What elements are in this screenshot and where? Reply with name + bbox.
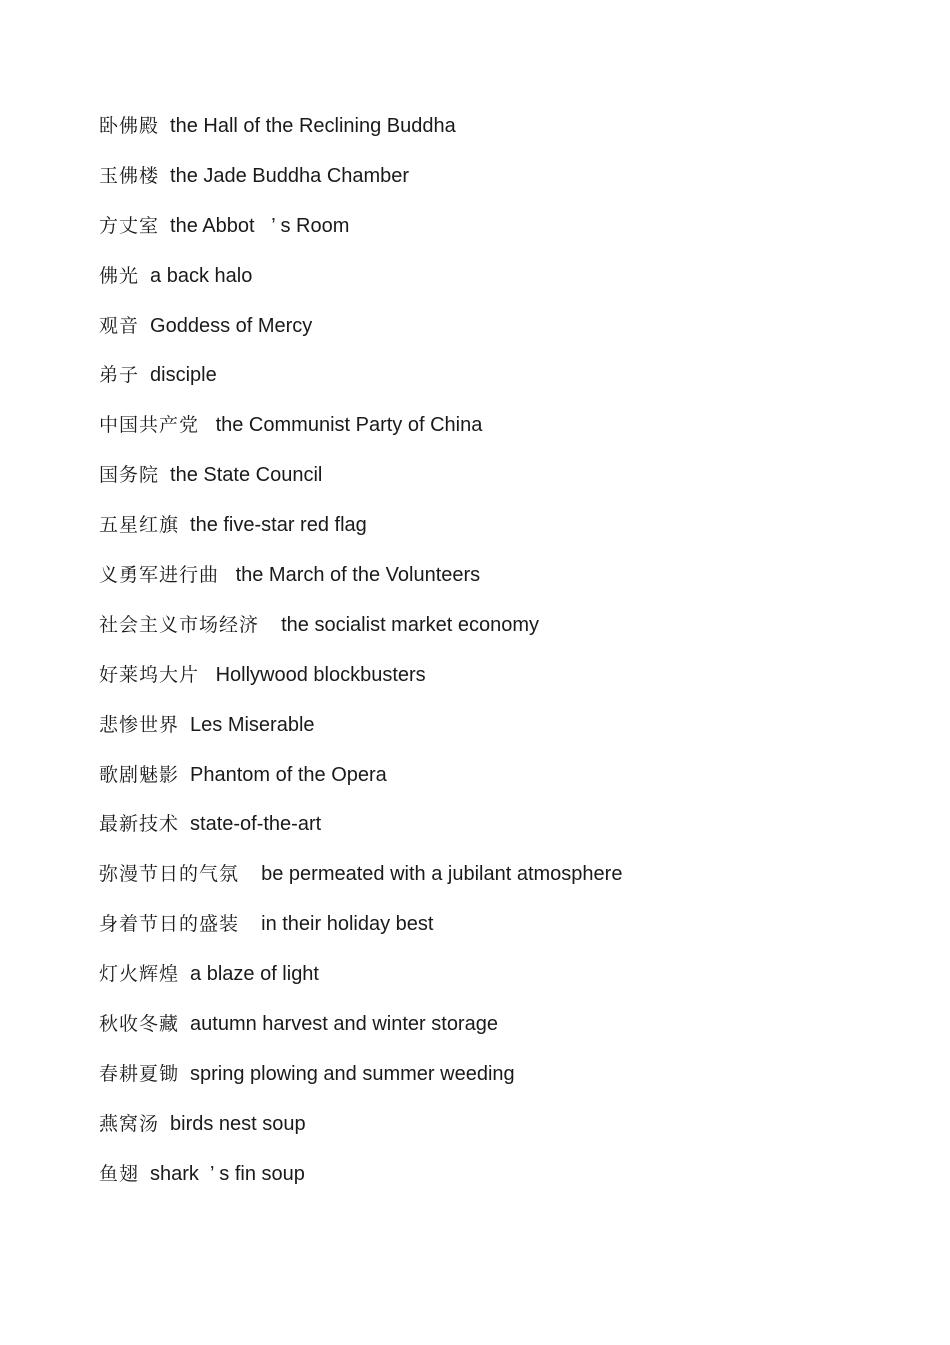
chinese-term: 秋收冬藏 bbox=[99, 1013, 180, 1036]
chinese-term: 义勇军进行曲 bbox=[99, 564, 220, 587]
english-translation: in their holiday best bbox=[250, 913, 434, 936]
glossary-entry bbox=[99, 561, 622, 611]
english-translation: the State Council bbox=[170, 464, 323, 487]
chinese-term: 五星红旗 bbox=[99, 514, 180, 537]
chinese-term: 社会主义市场经济 bbox=[99, 613, 260, 636]
glossary-entry bbox=[99, 611, 622, 661]
chinese-term: 佛光 bbox=[99, 264, 140, 287]
glossary-entry bbox=[99, 212, 622, 262]
chinese-term: 观音 bbox=[99, 314, 140, 337]
glossary-entry bbox=[99, 960, 622, 1010]
glossary-entry bbox=[99, 661, 622, 711]
chinese-term: 好莱坞大片 bbox=[99, 663, 200, 686]
english-translation: shark ’ s fin soup bbox=[150, 1162, 305, 1185]
chinese-term: 春耕夏锄 bbox=[99, 1062, 180, 1085]
glossary-entry bbox=[99, 860, 622, 910]
glossary-entry bbox=[99, 910, 622, 960]
glossary-entry bbox=[99, 761, 622, 811]
glossary-entry bbox=[99, 1010, 622, 1060]
chinese-term: 灯火辉煌 bbox=[99, 963, 180, 986]
glossary-list bbox=[99, 112, 622, 1210]
glossary-entry bbox=[99, 162, 622, 212]
glossary-entry bbox=[99, 1060, 622, 1110]
glossary-entry bbox=[99, 312, 622, 362]
english-translation: Hollywood blockbusters bbox=[210, 663, 426, 686]
chinese-term: 鱼翅 bbox=[99, 1162, 140, 1185]
english-translation: state-of-the-art bbox=[190, 813, 322, 836]
glossary-entry bbox=[99, 711, 622, 761]
chinese-term: 国务院 bbox=[99, 464, 160, 487]
english-translation: the March of the Volunteers bbox=[230, 564, 481, 587]
english-translation: a blaze of light bbox=[190, 963, 319, 986]
chinese-term: 玉佛楼 bbox=[99, 164, 160, 187]
chinese-term: 弥漫节日的气氛 bbox=[99, 863, 240, 886]
english-translation: the five-star red flag bbox=[190, 514, 367, 537]
english-translation: the Communist Party of China bbox=[210, 414, 483, 437]
glossary-entry bbox=[99, 1160, 622, 1210]
chinese-term: 悲惨世界 bbox=[99, 713, 180, 736]
english-translation: disciple bbox=[150, 364, 217, 387]
chinese-term: 方丈室 bbox=[99, 214, 160, 237]
english-translation: be permeated with a jubilant atmosphere bbox=[250, 863, 623, 886]
english-translation: Phantom of the Opera bbox=[190, 763, 387, 786]
english-translation: a back halo bbox=[150, 264, 253, 287]
glossary-entry bbox=[99, 810, 622, 860]
chinese-term: 歌剧魅影 bbox=[99, 763, 180, 786]
chinese-term: 最新技术 bbox=[99, 813, 180, 836]
glossary-entry bbox=[99, 112, 622, 162]
english-translation: birds nest soup bbox=[170, 1112, 306, 1135]
english-translation: the Jade Buddha Chamber bbox=[170, 164, 410, 187]
glossary-entry bbox=[99, 361, 622, 411]
english-translation: Les Miserable bbox=[190, 713, 315, 736]
chinese-term: 弟子 bbox=[99, 364, 140, 387]
english-translation: the Abbot ’ s Room bbox=[170, 214, 350, 237]
english-translation: the Hall of the Reclining Buddha bbox=[170, 115, 456, 137]
chinese-term: 卧佛殿 bbox=[99, 115, 160, 137]
glossary-entry bbox=[99, 1110, 622, 1160]
chinese-term: 身着节日的盛装 bbox=[99, 913, 240, 936]
english-translation: the socialist market economy bbox=[270, 613, 540, 636]
glossary-entry bbox=[99, 511, 622, 561]
glossary-entry bbox=[99, 461, 622, 511]
english-translation: autumn harvest and winter storage bbox=[190, 1013, 498, 1036]
english-translation: spring plowing and summer weeding bbox=[190, 1062, 515, 1085]
chinese-term: 燕窝汤 bbox=[99, 1112, 160, 1135]
glossary-entry bbox=[99, 411, 622, 461]
chinese-term: 中国共产党 bbox=[99, 414, 200, 437]
glossary-entry bbox=[99, 262, 622, 312]
english-translation: Goddess of Mercy bbox=[150, 314, 313, 337]
